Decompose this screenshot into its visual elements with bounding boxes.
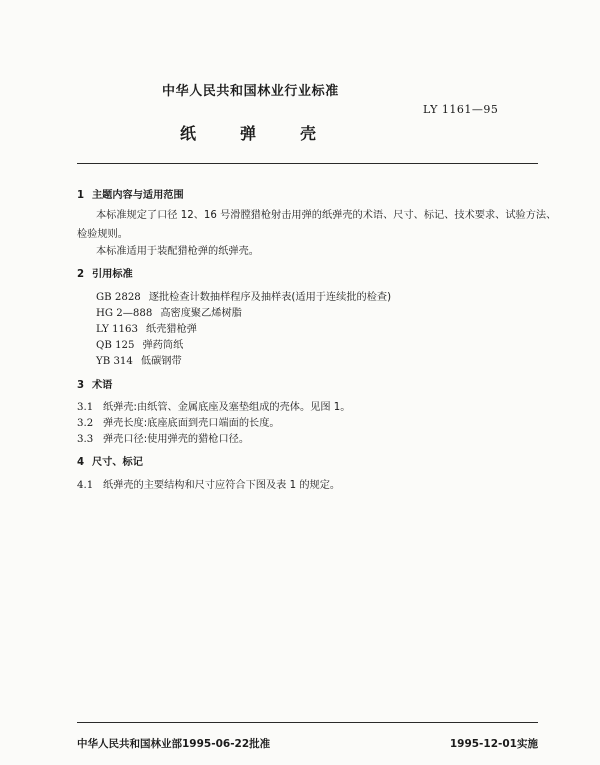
paragraph-line: 本标准规定了口径 12、16 号滑膛猎枪射击用弹的纸弹壳的术语、尺寸、标记、技术要求、试验方法、 <box>96 210 557 221</box>
org-title: 中华人民共和国林业行业标准 <box>162 84 339 99</box>
section-number: 2 <box>77 269 85 280</box>
section-number: 3 <box>77 380 85 391</box>
term-item <box>77 401 350 415</box>
reference-title: 高密度聚乙烯树脂 <box>160 308 242 319</box>
approval-line: 中华人民共和国林业部1995-06-22批准 <box>77 738 271 750</box>
reference-code: QB 125 <box>96 340 135 351</box>
reference-item <box>96 307 242 321</box>
section-number: 1 <box>77 190 85 201</box>
reference-title: 弹药筒纸 <box>142 340 184 351</box>
standard-code: LY 1161—95 <box>423 103 499 116</box>
term-item <box>77 417 280 431</box>
item-number: 4.1 <box>77 480 94 491</box>
reference-title: 逐批检查计数抽样程序及抽样表(适用于连续批的检查) <box>148 292 392 303</box>
reference-item <box>96 323 197 337</box>
section-number: 4 <box>77 457 85 468</box>
reference-code: HG 2—888 <box>96 308 153 319</box>
paragraph-line: 本标准适用于装配猎枪弹的纸弹壳。 <box>96 246 259 257</box>
item-text: 纸弹壳:由纸管、金属底座及塞垫组成的壳体。见图 1。 <box>103 402 351 413</box>
section-title: 引用标准 <box>92 269 133 280</box>
reference-title: 纸壳猎枪弹 <box>146 324 197 335</box>
item-number: 3.1 <box>77 402 94 413</box>
section-title: 术语 <box>92 380 113 391</box>
header-divider <box>77 163 538 164</box>
reference-item <box>96 291 391 305</box>
paragraph-line: 检验规则。 <box>77 229 128 240</box>
reference-title: 低碳钢带 <box>140 356 182 367</box>
footer-divider <box>77 722 538 723</box>
reference-code: YB 314 <box>96 356 133 367</box>
item-text: 弹壳口径:使用弹壳的猎枪口径。 <box>103 434 250 445</box>
effective-date: 1995-12-01实施 <box>449 738 538 750</box>
section-title: 尺寸、标记 <box>92 457 143 468</box>
section-3-heading <box>77 379 112 393</box>
item-text: 弹壳长度:底座底面到壳口端面的长度。 <box>103 418 280 429</box>
section-1-heading <box>77 189 184 203</box>
reference-code: GB 2828 <box>96 292 141 303</box>
reference-item <box>96 339 183 353</box>
item-number: 3.2 <box>77 418 94 429</box>
reference-item <box>96 355 182 369</box>
item-text: 纸弹壳的主要结构和尺寸应符合下图及表 1 的规定。 <box>103 480 341 491</box>
section-2-heading <box>77 268 133 282</box>
section-title: 主题内容与适用范围 <box>92 190 184 201</box>
clause-item <box>77 479 340 493</box>
item-number: 3.3 <box>77 434 94 445</box>
section-4-heading <box>77 456 143 470</box>
term-item <box>77 433 249 447</box>
reference-code: LY 1163 <box>96 324 139 335</box>
document-title: 纸 弹 壳 <box>180 124 331 143</box>
